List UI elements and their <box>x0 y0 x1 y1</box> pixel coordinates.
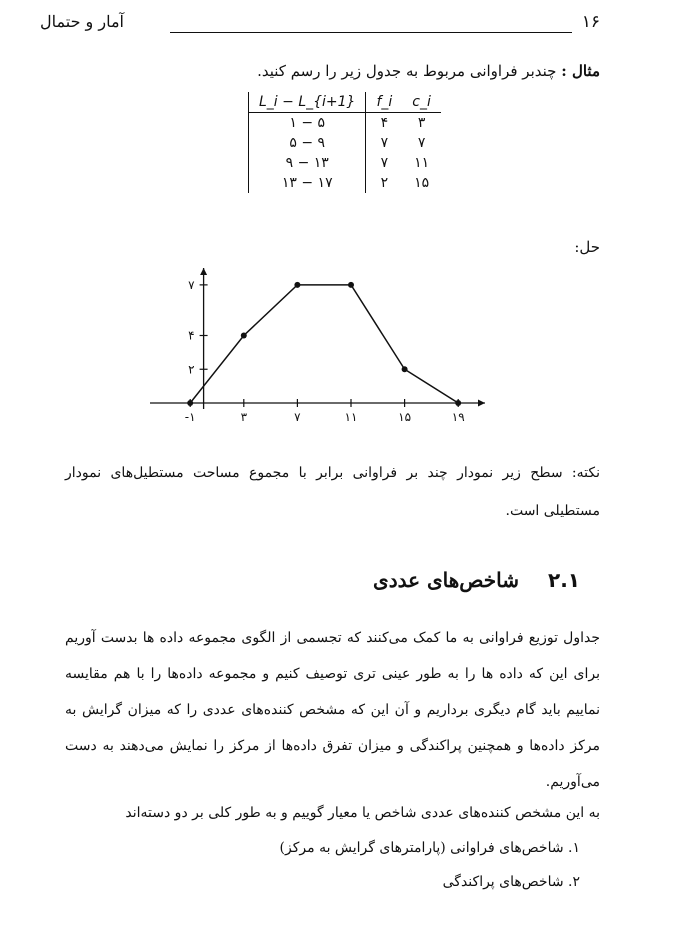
example-text: چندبر فراوانی مربوط به جدول زیر را رسم کنید. <box>257 62 557 80</box>
list-item: ۱. شاخص‌های فراوانی (پارامترهای گرایش به مرکز) <box>279 840 580 856</box>
data-point <box>402 366 408 372</box>
cell-class-mark: ۷ <box>417 135 426 151</box>
section-heading <box>373 568 580 592</box>
header-class-mark: c_i <box>402 92 441 113</box>
y-axis-arrow <box>200 268 207 275</box>
data-point <box>348 282 354 288</box>
data-point <box>241 333 247 339</box>
cell-class-mark: ۳ <box>417 115 426 131</box>
running-title: آمار و حتمال <box>40 12 124 31</box>
solution-label: حل: <box>574 238 600 256</box>
table-row <box>249 113 441 134</box>
x-tick-label: ۳ <box>240 410 248 424</box>
header-frequency: f_i <box>366 92 402 113</box>
data-point <box>187 400 193 406</box>
x-tick-label: ۷ <box>294 410 301 424</box>
page-header <box>40 12 600 40</box>
y-tick-label: ۷ <box>188 277 195 292</box>
cell-frequency: ۷ <box>366 153 402 173</box>
cell-frequency: ۲ <box>366 173 402 193</box>
index-list <box>280 840 580 908</box>
frequency-polygon-chart <box>140 258 500 433</box>
frequency-table <box>248 92 441 193</box>
cell-class-mark: ۱۵ <box>414 175 430 191</box>
x-axis-arrow <box>478 400 485 407</box>
x-tick-label: ۱۱ <box>344 410 358 424</box>
section-title: شاخص‌های عددی <box>373 568 520 592</box>
data-point <box>294 282 300 288</box>
cell-class-mark: ۱۱ <box>414 155 430 171</box>
table-row <box>249 133 441 153</box>
example-statement <box>80 62 600 80</box>
series-line <box>190 285 458 403</box>
data-point <box>455 400 461 406</box>
x-tick-label: -۱ <box>184 410 196 424</box>
cell-frequency: ۴ <box>366 113 402 134</box>
table-row <box>249 153 441 173</box>
list-item: ۲. شاخص‌های پراکندگی <box>442 874 580 890</box>
table-row <box>249 173 441 193</box>
cell-interval: ۹ − ۱۳ <box>249 153 366 173</box>
y-tick-label: ۴ <box>188 328 195 343</box>
section-number: ۲.۱ <box>547 568 580 592</box>
cell-interval: ۱ − ۵ <box>249 113 366 134</box>
x-tick-label: ۱۹ <box>451 410 465 424</box>
intro-sentence: به این مشخص کننده‌های عددی شاخص یا معیار گوییم و به طور کلی بر دو دسته‌اند <box>125 805 600 821</box>
x-tick-label: ۱۵ <box>398 410 412 424</box>
cell-interval: ۱۳ − ۱۷ <box>249 173 366 193</box>
header-rule <box>170 32 572 33</box>
cell-frequency: ۷ <box>366 133 402 153</box>
table-header-row <box>249 92 441 113</box>
page-number: ۱۶ <box>581 12 600 32</box>
example-label: مثال : <box>561 62 600 80</box>
body-paragraph: جداول توزیع فراوانی به ما کمک می‌کنند که تجسمی از الگوی مجموعه داده ها بدست آوریم برای این که داده ها را به طور عینی تری توصیف کنیم و مجموعه داده‌ها را با هم مقایسه نماییم باید گام دیگری برداریم و آن این که مشخص کننده‌های عددی را که میزان گرایش به مرکز داده‌ها و همچنین پراکندگی و میزان تفرق داده‌ها از مرکز را نمایش می‌دهند به دست می‌آوریم. <box>65 630 600 790</box>
note-paragraph: نکته: سطح زیر نمودار چند بر فراوانی برابر با مجموع مساحت مستطیل‌های نمودار مستطیلی است. <box>65 465 600 519</box>
header-class-interval: L_i − L_{i+1} <box>249 92 366 113</box>
cell-interval: ۵ − ۹ <box>249 133 366 153</box>
y-tick-label: ۲ <box>188 362 195 377</box>
